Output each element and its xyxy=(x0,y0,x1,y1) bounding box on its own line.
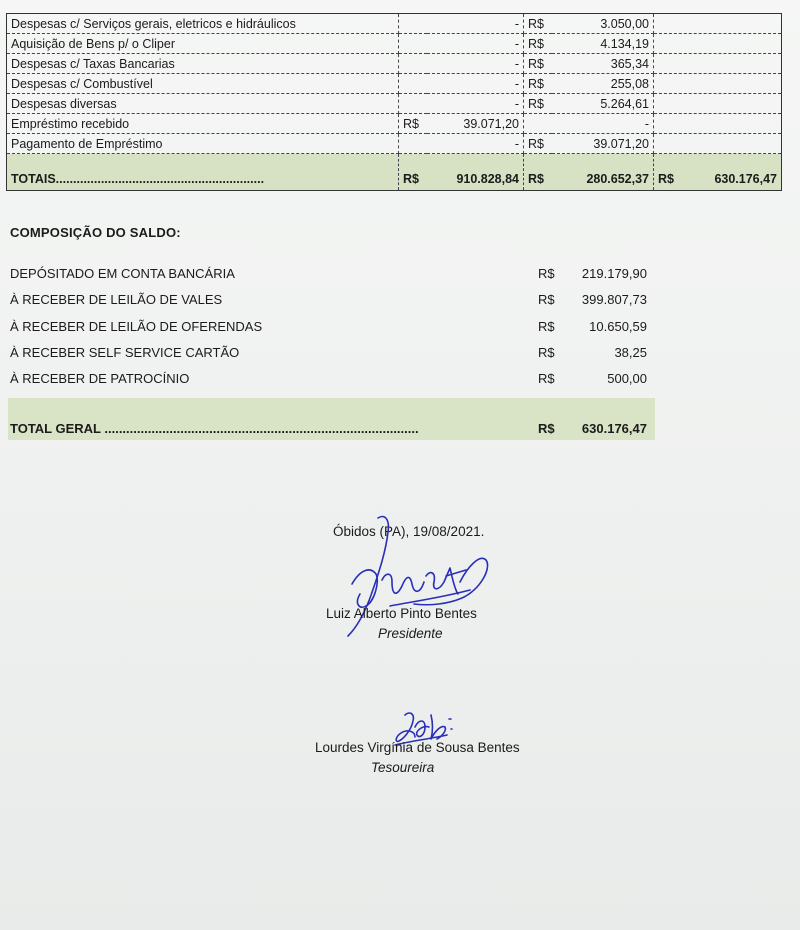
ledger-income-value: - xyxy=(427,34,524,54)
ledger-expense-currency: R$ xyxy=(524,34,552,54)
ledger-income-currency: R$ xyxy=(399,114,427,134)
totals-expense-value: 280.652,37 xyxy=(552,154,654,191)
totals-balance-cell xyxy=(654,154,782,191)
ledger-balance-cell xyxy=(654,14,782,34)
totals-income-currency: R$ xyxy=(399,154,427,191)
ledger-balance-cell xyxy=(654,94,782,114)
ledger-income-currency xyxy=(399,34,427,54)
ledger-description: Despesas c/ Combustível xyxy=(7,74,399,94)
composition-row xyxy=(10,345,655,363)
ledger-income-currency xyxy=(399,54,427,74)
ledger-expense-currency xyxy=(524,114,552,134)
composition-currency: R$ xyxy=(538,345,555,360)
composition-title: COMPOSIÇÃO DO SALDO: xyxy=(10,225,181,240)
ledger-expense-value: 255,08 xyxy=(552,74,654,94)
composition-row xyxy=(10,319,655,337)
total-geral-value: 630.176,47 xyxy=(581,421,647,436)
ledger-income-currency xyxy=(399,74,427,94)
totals-expense-currency: R$ xyxy=(524,154,552,191)
ledger-row xyxy=(7,54,782,74)
ledger-balance-cell xyxy=(654,34,782,54)
totals-balance-currency: R$ xyxy=(658,172,674,186)
ledger-expense-value: 3.050,00 xyxy=(552,14,654,34)
totals-balance-value: 630.176,47 xyxy=(714,172,777,186)
ledger-income-currency xyxy=(399,14,427,34)
treasurer-signature xyxy=(375,705,465,765)
ledger-row xyxy=(7,34,782,54)
ledger-row xyxy=(7,114,782,134)
ledger-expense-value: 5.264,61 xyxy=(552,94,654,114)
composition-row xyxy=(10,292,655,310)
president-name: Luiz Alberto Pinto Bentes xyxy=(326,606,477,621)
ledger-income-value: - xyxy=(427,134,524,154)
composition-currency: R$ xyxy=(538,319,555,334)
totals-label: TOTAIS............................................................ xyxy=(7,154,399,191)
composition-label: À RECEBER DE PATROCÍNIO xyxy=(10,371,190,386)
ledger-income-currency xyxy=(399,134,427,154)
composition-value: 399.807,73 xyxy=(581,292,647,307)
ledger-income-value: - xyxy=(427,54,524,74)
ledger-expense-value: 39.071,20 xyxy=(552,134,654,154)
composition-label: À RECEBER DE LEILÃO DE OFERENDAS xyxy=(10,319,263,334)
ledger-balance-cell xyxy=(654,134,782,154)
ledger-row xyxy=(7,94,782,114)
ledger-row xyxy=(7,14,782,34)
ledger-income-value: - xyxy=(427,74,524,94)
ledger-balance-cell xyxy=(654,74,782,94)
ledger-expense-currency: R$ xyxy=(524,54,552,74)
ledger-income-value: 39.071,20 xyxy=(427,114,524,134)
ledger-description: Aquisição de Bens p/ o Cliper xyxy=(7,34,399,54)
ledger-expense-currency: R$ xyxy=(524,94,552,114)
ledger-description: Despesas diversas xyxy=(7,94,399,114)
composition-value: 10.650,59 xyxy=(589,319,647,334)
ledger-expense-value: 365,34 xyxy=(552,54,654,74)
ledger-row xyxy=(7,74,782,94)
composition-currency: R$ xyxy=(538,371,555,386)
composition-currency: R$ xyxy=(538,292,555,307)
composition-label: À RECEBER DE LEILÃO DE VALES xyxy=(10,292,223,307)
composition-row xyxy=(10,266,655,284)
ledger-expense-value: - xyxy=(552,114,654,134)
composition-value: 500,00 xyxy=(607,371,647,386)
ledger-description: Empréstimo recebido xyxy=(7,114,399,134)
ledger-description: Despesas c/ Serviços gerais, eletricos e hidráulicos xyxy=(7,14,399,34)
ledger-income-currency xyxy=(399,94,427,114)
total-geral-label: TOTAL GERAL ....................................................................................... xyxy=(10,421,419,436)
president-role: Presidente xyxy=(378,626,443,641)
ledger-income-value: - xyxy=(427,94,524,114)
composition-value: 38,25 xyxy=(614,345,647,360)
treasurer-name: Lourdes Virgínia de Sousa Bentes xyxy=(315,740,520,755)
ledger-description: Despesas c/ Taxas Bancarias xyxy=(7,54,399,74)
composition-value: 219.179,90 xyxy=(581,266,647,281)
composition-row xyxy=(10,371,655,389)
ledger-expense-value: 4.134,19 xyxy=(552,34,654,54)
ledger-balance-cell xyxy=(654,114,782,134)
totals-income-value: 910.828,84 xyxy=(427,154,524,191)
total-geral-currency: R$ xyxy=(538,421,555,436)
ledger-balance-cell xyxy=(654,54,782,74)
ledger-row xyxy=(7,134,782,154)
ledger-table xyxy=(6,13,782,191)
composition-label: À RECEBER SELF SERVICE CARTÃO xyxy=(10,345,240,360)
ledger-expense-currency: R$ xyxy=(524,74,552,94)
place-date: Óbidos (PA), 19/08/2021. xyxy=(333,524,485,539)
ledger-totals-row xyxy=(7,154,782,191)
ledger-income-value: - xyxy=(427,14,524,34)
composition-label: DEPÓSITADO EM CONTA BANCÁRIA xyxy=(10,266,235,281)
total-geral-band xyxy=(8,398,655,440)
ledger-description: Pagamento de Empréstimo xyxy=(7,134,399,154)
composition-currency: R$ xyxy=(538,266,555,281)
ledger-expense-currency: R$ xyxy=(524,134,552,154)
treasurer-role: Tesoureira xyxy=(371,760,435,775)
ledger-expense-currency: R$ xyxy=(524,14,552,34)
